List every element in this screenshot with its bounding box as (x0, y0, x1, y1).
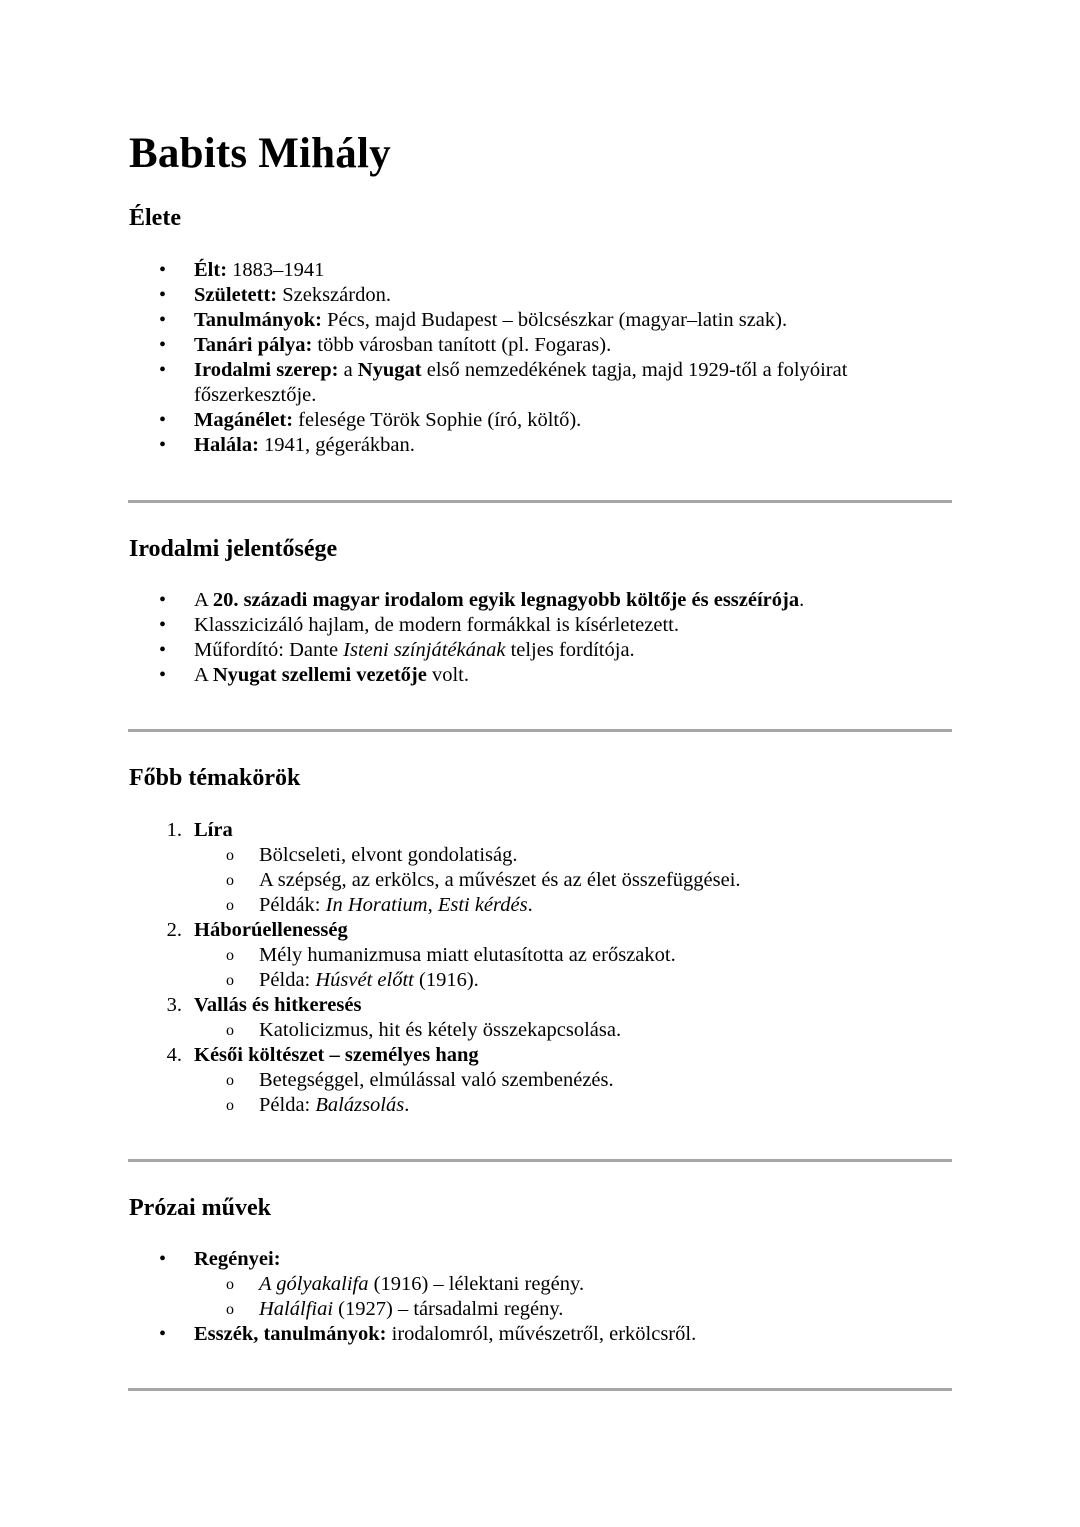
list-number: 2. (166, 919, 182, 941)
sub-list-item: Katolicizmus, hit és kétely összekapcsolása. (259, 1019, 622, 1041)
bullet-marker: • (159, 589, 167, 611)
sub-list-item: Példák: In Horatium, Esti kérdés. (259, 894, 533, 916)
sub-bullet-marker: o (226, 947, 234, 964)
section-heading-elete: Élete (129, 205, 181, 231)
list-item-title: Líra (194, 819, 233, 841)
section-divider (128, 729, 952, 732)
list-item: Műfordító: Dante Isteni színjátékának teljes fordítója. (194, 639, 635, 661)
list-item: Magánélet: felesége Török Sophie (író, költő). (194, 409, 582, 431)
list-number: 1. (166, 819, 182, 841)
bullet-marker: • (159, 284, 167, 306)
page-title: Babits Mihály (129, 130, 391, 177)
section-divider (128, 1159, 952, 1162)
bullet-marker: • (159, 359, 167, 381)
sub-list-item: Példa: Húsvét előtt (1916). (259, 969, 479, 991)
list-item-title: Háborúellenesség (194, 919, 348, 941)
list-item: Irodalmi szerep: a Nyugat első nemzedékének tagja, majd 1929-től a folyóirat (194, 359, 848, 381)
list-item: Tanulmányok: Pécs, majd Budapest – bölcsészkar (magyar–latin szak). (194, 309, 788, 331)
section-heading-temakorok: Főbb témakörök (129, 765, 301, 791)
sub-list-item: Mély humanizmusa miatt elutasította az erőszakot. (259, 944, 676, 966)
bullet-marker: • (159, 259, 167, 281)
sub-bullet-marker: o (226, 1022, 234, 1039)
sub-list-item: A gólyakalifa (1916) – lélektani regény. (259, 1273, 585, 1295)
section-heading-prozai: Prózai művek (129, 1195, 271, 1221)
list-item: Klasszicizáló hajlam, de modern formákkal is kísérletezett. (194, 614, 679, 636)
sub-bullet-marker: o (226, 1301, 234, 1318)
bullet-marker: • (159, 309, 167, 331)
sub-bullet-marker: o (226, 897, 234, 914)
bullet-marker: • (159, 434, 167, 456)
list-item: Halála: 1941, gégerákban. (194, 434, 415, 456)
sub-list-item: A szépség, az erkölcs, a művészet és az élet összefüggései. (259, 869, 741, 891)
sub-list-item: Betegséggel, elmúlással való szembenézés. (259, 1069, 614, 1091)
list-item: Élt: 1883–1941 (194, 259, 325, 281)
bullet-marker: • (159, 1248, 167, 1270)
list-number: 3. (166, 994, 182, 1016)
section-divider (128, 500, 952, 503)
list-item: Született: Szekszárdon. (194, 284, 391, 306)
list-item-continuation: főszerkesztője. (194, 384, 317, 406)
list-item-title: Vallás és hitkeresés (194, 994, 362, 1016)
bullet-marker: • (159, 639, 167, 661)
sub-list-item: Bölcseleti, elvont gondolatiság. (259, 844, 518, 866)
bullet-marker: • (159, 614, 167, 636)
list-item-title: Regényei: (194, 1248, 281, 1270)
list-item: A Nyugat szellemi vezetője volt. (194, 664, 469, 686)
list-item: Tanári pálya: több városban tanított (pl. Fogaras). (194, 334, 612, 356)
sub-bullet-marker: o (226, 872, 234, 889)
list-number: 4. (166, 1044, 182, 1066)
sub-bullet-marker: o (226, 972, 234, 989)
list-item-title: Késői költészet – személyes hang (194, 1044, 479, 1066)
bullet-marker: • (159, 664, 167, 686)
bullet-marker: • (159, 1323, 167, 1345)
sub-bullet-marker: o (226, 1072, 234, 1089)
section-heading-jelentoseg: Irodalmi jelentősége (129, 536, 338, 562)
sub-list-item: Halálfiai (1927) – társadalmi regény. (259, 1298, 564, 1320)
bullet-marker: • (159, 334, 167, 356)
sub-bullet-marker: o (226, 1097, 234, 1114)
section-divider (128, 1388, 952, 1391)
list-item: Esszék, tanulmányok: irodalomról, művészetről, erkölcsről. (194, 1323, 697, 1345)
bullet-marker: • (159, 409, 167, 431)
sub-bullet-marker: o (226, 1276, 234, 1293)
sub-bullet-marker: o (226, 847, 234, 864)
sub-list-item: Példa: Balázsolás. (259, 1094, 410, 1116)
list-item: A 20. századi magyar irodalom egyik legnagyobb költője és esszéírója. (194, 589, 805, 611)
